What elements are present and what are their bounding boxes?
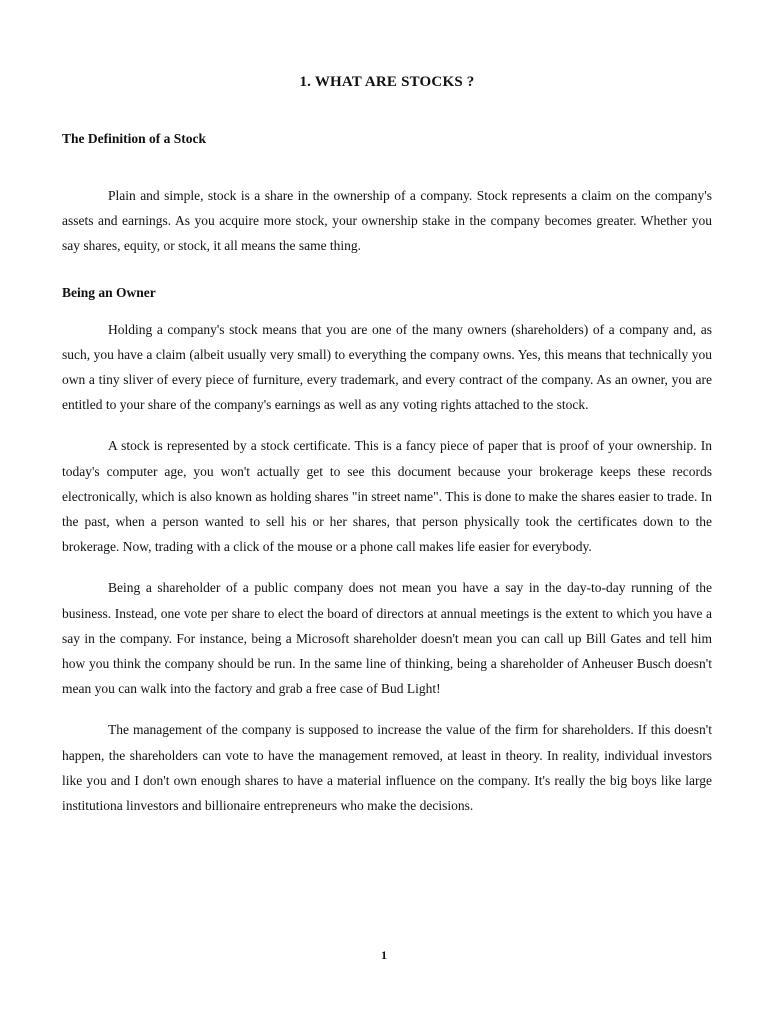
section-heading-being-an-owner: Being an Owner	[62, 284, 156, 300]
paragraph-stock-certificate: A stock is represented by a stock certificate. This is a fancy piece of paper that is proof of your ownership. In today's computer age, you won't actually get to see this document because your brokerage keeps these records electronically, which is also known as holding shares "in street name". This is done to make the shares easier to trade. In the past, when a person wanted to sell his or her shares, that person physically took the certificates down to the brokerage. Now, trading with a click of the mouse or a phone call makes life easier for everybody.	[62, 438, 712, 555]
paragraph-shareholder-say: Being a shareholder of a public company does not mean you have a say in the day-to-day running of the business. Instead, one vote per share to elect the board of directors at annual meetings is the extent to which you have a say in the company. For instance, being a Microsoft shareholder doesn't mean you can call up Bill Gates and tell him how you think the company should be run. In the same line of thinking, being a shareholder of Anheuser Busch doesn't mean you can walk into the factory and grab a free case of Bud Light!	[62, 580, 712, 697]
paragraph-holding-stock: Holding a company's stock means that you are one of the many owners (shareholders) of a company and, as such, you have a claim (albeit usually very small) to everything the company owns. Yes, this means that technically you own a tiny sliver of every piece of furniture, every trademark, and every contract of the company. As an owner, you are entitled to your share of the company's earnings as well as any voting rights attached to the stock.	[62, 321, 712, 413]
section-heading-definition: The Definition of a Stock	[62, 131, 207, 146]
document-title: 1. WHAT ARE STOCKS ?	[299, 74, 475, 90]
paragraph-management: The management of the company is supposed to increase the value of the firm for shareholders. If this doesn't happen, the shareholders can vote to have the management removed, at least in theory. In reality, individual investors like you and I don't own enough shares to have a material influence on the company. It's really the big boys like large institutiona linvestors and billionaire entrepreneurs who make the decisions.	[62, 722, 712, 814]
page-number: 1	[381, 948, 387, 962]
paragraph-definition: Plain and simple, stock is a share in the ownership of a company. Stock represents a claim on the company's assets and earnings. As you acquire more stock, your ownership stake in the company becomes greater. Whether you say shares, equity, or stock, it all means the same thing.	[62, 188, 712, 254]
